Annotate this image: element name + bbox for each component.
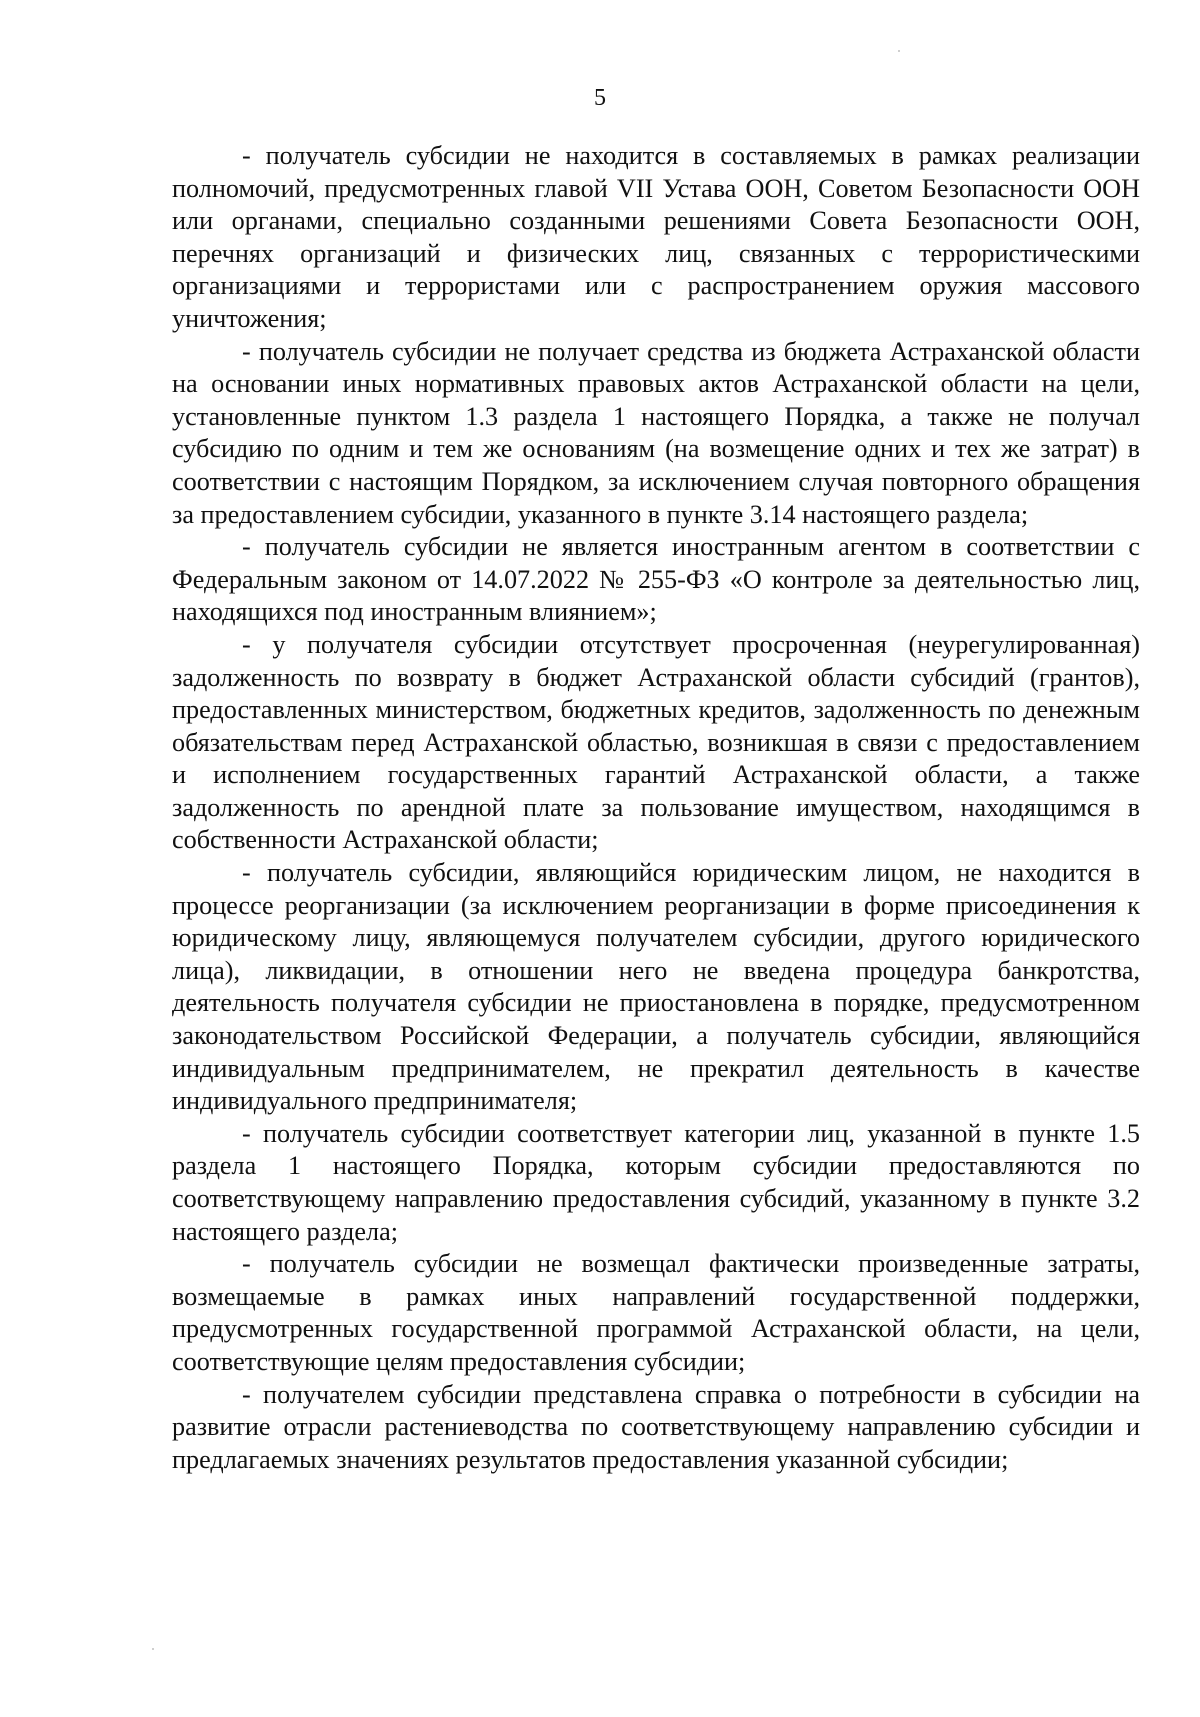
paragraph: - получатель субсидии соответствует категории лиц, указанной в пункте 1.5 раздела 1 настоящего Порядка, которым субсидии предоставляются по соответствующему направлению предоставления субсидий, указанному в пункте 3.2 настоящего раздела; — [172, 1118, 1140, 1246]
paragraph: - получатель субсидии не является иностранным агентом в соответствии с Федеральным законом от 14.07.2022 № 255-ФЗ «О контроле за деятельностью лиц, находящихся под иностранным влиянием»; — [172, 532, 1140, 627]
paragraph: - получатель субсидии не находится в составляемых в рамках реализации полномочий, предусмотренных главой VII Устава ООН, Советом Безопасности ООН или органами, специально созданными решениями Совета Безопасности ООН, перечнях организаций и физических лиц, связанных с террористическими организациями и террористами или с распространением оружия массового уничтожения; — [172, 141, 1140, 333]
paragraph: - у получателя субсидии отсутствует просроченная (неурегулированная) задолженность по возврату в бюджет Астраханской области субсидий (грантов), предоставленных министерством, бюджетных кредитов, задолженность по денежным обязательствам перед Астраханской областью, возникшая в связи с предоставлением и исполнением государственных гарантий Астраханской области, а также задолженность по арендной плате за пользование имуществом, находящимся в собственности Астраханской области; — [172, 629, 1140, 855]
paragraph: - получателем субсидии представлена справка о потребности в субсидии на развитие отрасли растениеводства по соответствующему направлению субсидии и предлагаемых значениях результатов предоставления указанной субсидии; — [172, 1379, 1140, 1474]
document-body — [172, 140, 1140, 1476]
paragraph: - получатель субсидии не возмещал фактически произведенные затраты, возмещаемые в рамках иных направлений государственной поддержки, предусмотренных государственной программой Астраханской области, на цели, соответствующие целям предоставления субсидии; — [172, 1249, 1140, 1376]
scan-speck — [152, 1648, 154, 1650]
paragraph: - получатель субсидии не получает средства из бюджета Астраханской области на основании иных нормативных правовых актов Астраханской области на цели, установленные пунктом 1.3 раздела 1 настоящего Порядка, а также не получал субсидию по одним и тем же основаниям (на возмещение одних и тех же затрат) в соответствии с настоящим Порядком, за исключением случая повторного обращения за предоставлением субсидии, указанного в пункте 3.14 настоящего раздела; — [172, 336, 1140, 529]
scan-speck — [898, 50, 900, 52]
paragraph: - получатель субсидии, являющийся юридическим лицом, не находится в процессе реорганизации (за исключением реорганизации в форме присоединения к юридическому лицу, являющемуся получателем субсидии, другого юридического лица), ликвидации, в отношении него не введена процедура банкротства, деятельность получателя субсидии не приостановлена в порядке, предусмотренном законодательством Российской Федерации, а получатель субсидии, являющийся индивидуальным предпринимателем, не прекратил деятельность в качестве индивидуального предпринимателя; — [172, 858, 1140, 1116]
page-number: 5 — [594, 85, 606, 111]
